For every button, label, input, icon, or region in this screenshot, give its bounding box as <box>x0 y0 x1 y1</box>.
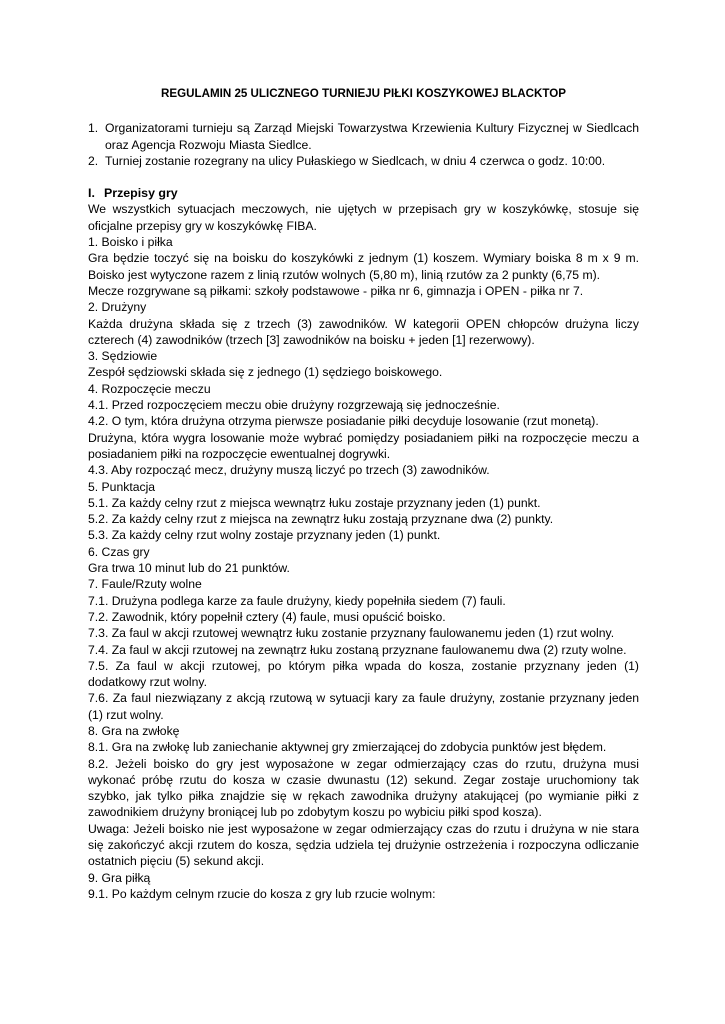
document-title: REGULAMIN 25 ULICZNEGO TURNIEJU PIŁKI KOSZYKOWEJ BLACKTOP <box>161 87 566 100</box>
document-page <box>88 86 639 902</box>
paragraph: 3. Sędziowie <box>88 349 158 364</box>
section-heading <box>88 185 639 201</box>
rules-body <box>88 201 639 902</box>
intro-item <box>88 120 639 153</box>
section-title: Przepisy gry <box>104 186 178 201</box>
paragraph: 5.2. Za każdy celny rzut z miejsca na zewnątrz łuku zostają przyznane dwa (2) punkty. <box>88 512 554 527</box>
paragraph: We wszystkich sytuacjach meczowych, nie ujętych w przepisach gry w koszykówkę, stosuje się oficjalne przepisy gry w koszykówkę FIBA. <box>88 202 639 233</box>
paragraph: 8.1. Gra na zwłokę lub zaniechanie aktywnej gry zmierzającej do zdobycia punktów jest błędem. <box>88 740 607 755</box>
paragraph: 6. Czas gry <box>88 544 150 559</box>
paragraph: 2. Drużyny <box>88 300 147 315</box>
intro-item-number: 2. <box>88 153 99 168</box>
paragraph: 5. Punktacja <box>88 479 156 494</box>
paragraph: 8.2. Jeżeli boisko do gry jest wyposażone w zegar odmierzający czas do rzutu, drużyna musi wykonać próbę rzutu do kosza w czasie dwunastu (12) sekund. Zegar zostaje uruchomiony tak szybko, jak tylko piłka znajdzie się w rękach zawodnika drużyny atakującej (po wymianie piłki z zawodnikiem drużyny broniącej lub po zdobytym koszu po wybiciu piłki spod kosza). <box>88 756 639 820</box>
paragraph: Mecze rozgrywane są piłkami: szkoły podstawowe - piłka nr 6, gimnazja i OPEN - piłka nr 7. <box>88 283 584 298</box>
intro-item-text: Organizatorami turnieju są Zarząd Miejski Towarzystwa Krzewienia Kultury Fizycznej w Siedlcach oraz Agencja Rozwoju Miasta Siedlce. <box>105 121 639 152</box>
paragraph: Gra trwa 10 minut lub do 21 punktów. <box>88 561 290 576</box>
paragraph: 7.3. Za faul w akcji rzutowej wewnątrz łuku zostanie przyznany faulowanemu jeden (1) rzut wolny. <box>88 626 615 641</box>
paragraph: 7.1. Drużyna podlega karze za faule drużyny, kiedy popełniła siedem (7) fauli. <box>88 593 506 608</box>
paragraph: Drużyna, która wygra losowanie może wybrać pomiędzy posiadaniem piłki na rozpoczęcie meczu a posiadaniem piłki na rozpoczęcie ewentualnej dogrywki. <box>88 430 639 461</box>
paragraph: 5.1. Za każdy celny rzut z miejsca wewnątrz łuku zostaje przyznany jeden (1) punkt. <box>88 495 541 510</box>
paragraph: 7.2. Zawodnik, który popełnił cztery (4) faule, musi opuścić boisko. <box>88 609 446 624</box>
paragraph: 4.2. O tym, która drużyna otrzyma pierwsze posiadanie piłki decyduje losowanie (rzut monetą). <box>88 414 599 429</box>
paragraph: 4. Rozpoczęcie meczu <box>88 381 211 396</box>
paragraph: 7. Faule/Rzuty wolne <box>88 577 202 592</box>
paragraph: 9.1. Po każdym celnym rzucie do kosza z gry lub rzucie wolnym: <box>88 886 436 901</box>
paragraph: 4.1. Przed rozpoczęciem meczu obie drużyny rozgrzewają się jednocześnie. <box>88 398 500 413</box>
paragraph: Zespół sędziowski składa się z jednego (1) sędziego boiskowego. <box>88 365 443 380</box>
intro-item-number: 1. <box>88 121 99 136</box>
intro-item-text: Turniej zostanie rozegrany na ulicy Pułaskiego w Siedlcach, w dniu 4 czerwca o godz. 10:00. <box>105 153 606 168</box>
paragraph: 7.6. Za faul niezwiązany z akcją rzutową w sytuacji kary za faule drużyny, zostanie przyznany jeden (1) rzut wolny. <box>88 691 639 722</box>
paragraph: 8. Gra na zwłokę <box>88 723 180 738</box>
paragraph: Każda drużyna składa się z trzech (3) zawodników. W kategorii OPEN chłopców drużyna liczy czterech (4) zawodników (trzech [3] zawodników na boisku + jeden [1] rezerwowy). <box>88 316 639 347</box>
paragraph: Gra będzie toczyć się na boisku do koszykówki z jednym (1) koszem. Wymiary boiska 8 m x 9 m. Boisko jest wytyczone razem z linią rzutów wolnych (5,80 m), linią rzutów za 2 punkty (6,75 m). <box>88 251 639 282</box>
intro-list <box>88 120 639 169</box>
paragraph: Uwaga: Jeżeli boisko nie jest wyposażone w zegar odmierzający czas do rzutu i drużyna w nie stara się zakończyć akcji rzutem do kosza, sędzia udziela tej drużynie ostrzeżenia i rozpoczyna odliczanie ostatnich pięciu (5) sekund akcji. <box>88 821 639 869</box>
paragraph: 7.4. Za faul w akcji rzutowej na zewnątrz łuku zostaną przyznane faulowanemu dwa (2) rzuty wolne. <box>88 642 627 657</box>
paragraph: 4.3. Aby rozpocząć mecz, drużyny muszą liczyć po trzech (3) zawodników. <box>88 463 490 478</box>
intro-item <box>88 153 639 169</box>
paragraph: 9. Gra piłką <box>88 870 151 885</box>
paragraph: 1. Boisko i piłka <box>88 235 173 250</box>
section-number: I. <box>88 186 95 201</box>
paragraph: 5.3. Za każdy celny rzut wolny zostaje przyznany jeden (1) punkt. <box>88 528 441 543</box>
paragraph: 7.5. Za faul w akcji rzutowej, po którym piłka wpada do kosza, zostanie przyznany jeden (1) dodatkowy rzut wolny. <box>88 658 639 690</box>
